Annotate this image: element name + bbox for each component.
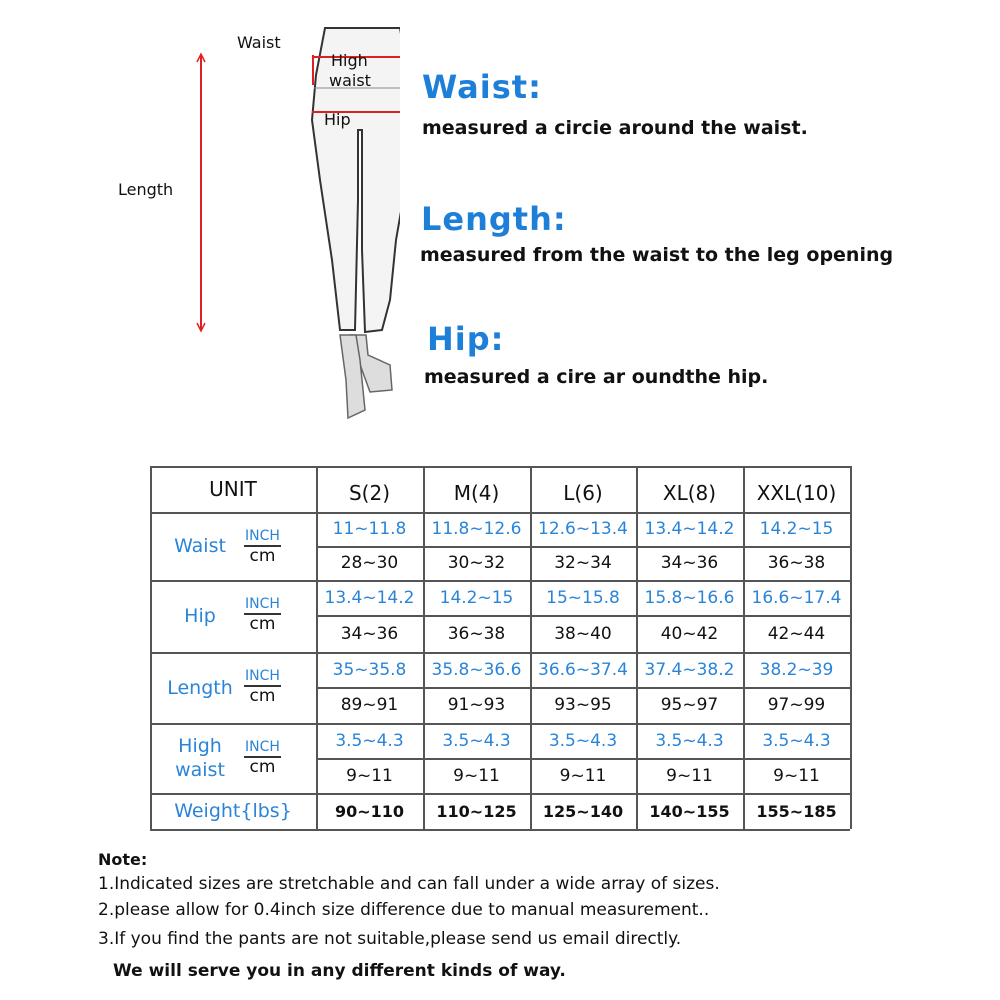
- size-header: XXL(10): [756, 481, 837, 505]
- length-heading: Length:: [421, 200, 567, 238]
- inch-unit-label: INCH: [244, 667, 281, 687]
- diagram-label-waist2: waist: [329, 71, 371, 90]
- inch-value: 13.4~14.2: [324, 587, 415, 608]
- inch-value: 35~35.8: [332, 659, 407, 680]
- row-label: [150, 652, 250, 723]
- cm-value: 9~11: [559, 765, 607, 786]
- cm-value: 40~42: [660, 623, 719, 644]
- row-label-text: Hip: [184, 605, 216, 627]
- cm-unit-label: cm: [249, 686, 276, 706]
- weight-label: Weight{lbs}: [174, 800, 292, 822]
- table-divider: [850, 466, 852, 829]
- inch-unit-label: INCH: [244, 595, 281, 615]
- row-label-text: High: [178, 735, 222, 757]
- size-header: M(4): [453, 481, 500, 505]
- inch-value: 38.2~39: [759, 659, 834, 680]
- unit-fraction: [244, 738, 281, 776]
- inch-value: 15~15.8: [546, 587, 620, 608]
- note-item-3: 3.If you find the pants are not suitable,please send us email directly.: [98, 929, 682, 949]
- inch-value: 36.6~37.4: [538, 659, 628, 680]
- cm-value: 30~32: [447, 553, 506, 573]
- inch-value: 37.4~38.2: [644, 659, 735, 680]
- note-item-1: 1.Indicated sizes are stretchable and can fall under a wide array of sizes.: [98, 874, 720, 894]
- hip-heading: Hip:: [427, 320, 505, 358]
- length-description: measured from the waist to the leg opening: [420, 244, 894, 266]
- cm-value: 9~11: [666, 765, 713, 786]
- diagram-label-waist: Waist: [237, 33, 281, 52]
- inch-value: 3.5~4.3: [548, 730, 618, 751]
- size-header: S(2): [348, 481, 391, 505]
- cm-value: 38~40: [554, 623, 612, 644]
- row-label-text: Waist: [174, 535, 226, 557]
- note-title: Note:: [98, 850, 148, 869]
- cm-value: 97~99: [767, 695, 826, 715]
- cm-value: 9~11: [773, 765, 820, 786]
- inch-value: 14.2~15: [759, 519, 834, 539]
- inch-value: 12.6~13.4: [538, 519, 628, 539]
- cm-value: 89~91: [340, 695, 399, 715]
- cm-value: 34~36: [340, 623, 399, 644]
- hip-description: measured a cire ar oundthe hip.: [424, 366, 769, 388]
- unit-fraction: [244, 667, 281, 705]
- row-label: [150, 512, 250, 580]
- inch-value: 3.5~4.3: [442, 730, 511, 751]
- diagram-label-high: High: [331, 51, 368, 70]
- size-chart-table: [150, 466, 850, 829]
- diagram-label-length: Length: [118, 180, 174, 199]
- cm-unit-label: cm: [249, 757, 276, 777]
- size-header: XL(8): [662, 481, 717, 505]
- row-label: [150, 723, 250, 793]
- inch-value: 3.5~4.3: [762, 730, 831, 751]
- unit-fraction: [244, 527, 281, 565]
- unit-fraction: [244, 595, 281, 633]
- closing-text: We will serve you in any different kinds of way.: [113, 961, 566, 981]
- cm-unit-label: cm: [249, 614, 276, 634]
- weight-value: 90~110: [334, 801, 405, 821]
- diagram-label-hip: Hip: [324, 110, 351, 129]
- cm-unit-label: cm: [249, 546, 276, 566]
- inch-unit-label: INCH: [244, 527, 281, 547]
- weight-value: 110~125: [436, 801, 517, 821]
- row-label-text: waist: [175, 759, 225, 781]
- weight-value: 140~155: [649, 801, 730, 821]
- inch-value: 3.5~4.3: [655, 730, 724, 751]
- size-header: L(6): [563, 481, 603, 505]
- cm-value: 36~38: [447, 623, 506, 644]
- cm-value: 28~30: [340, 553, 399, 573]
- inch-value: 3.5~4.3: [335, 730, 404, 751]
- cm-value: 36~38: [767, 553, 826, 573]
- cm-value: 42~44: [767, 623, 826, 644]
- inch-value: 11~11.8: [332, 519, 407, 539]
- table-divider: [150, 829, 850, 831]
- cm-value: 93~95: [554, 695, 612, 715]
- inch-value: 16.6~17.4: [751, 587, 842, 608]
- cm-value: 95~97: [660, 695, 719, 715]
- inch-value: 15.8~16.6: [644, 587, 735, 608]
- inch-value: 35.8~36.6: [431, 659, 522, 680]
- waist-heading: Waist:: [422, 68, 542, 106]
- unit-header: UNIT: [209, 477, 257, 501]
- row-label-text: Length: [167, 676, 233, 699]
- cm-value: 9~11: [346, 765, 393, 786]
- cm-value: 32~34: [554, 553, 612, 573]
- inch-value: 13.4~14.2: [644, 519, 735, 539]
- weight-value: 155~185: [756, 801, 837, 821]
- inch-unit-label: INCH: [244, 738, 281, 758]
- waist-description: measured a circie around the waist.: [422, 117, 808, 139]
- cm-value: 34~36: [660, 553, 719, 573]
- cm-value: 9~11: [453, 765, 500, 786]
- cm-value: 91~93: [447, 695, 506, 715]
- row-label: [150, 580, 250, 652]
- note-item-2: 2.please allow for 0.4inch size difference due to manual measurement..: [98, 900, 710, 920]
- weight-value: 125~140: [542, 801, 624, 821]
- inch-value: 11.8~12.6: [431, 519, 522, 539]
- inch-value: 14.2~15: [439, 587, 514, 608]
